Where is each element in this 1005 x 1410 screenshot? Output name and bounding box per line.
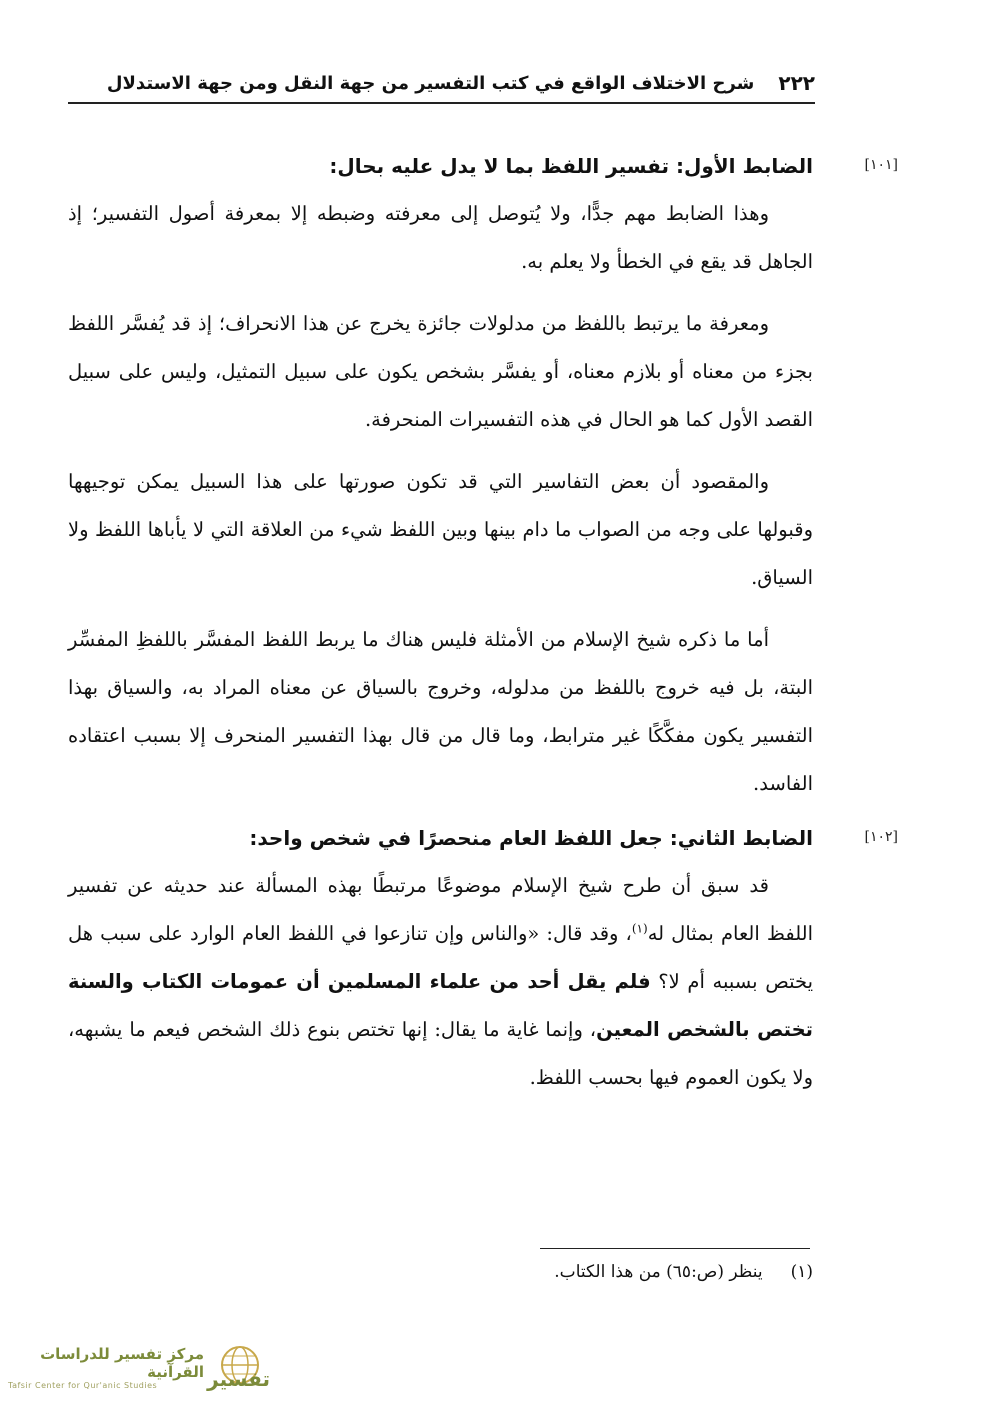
section-heading-1-text: الضابط الأول: تفسير اللفظ بما لا يدل عليه بحال: [329,154,813,178]
logo-english: Tafsir Center for Qur'anic Studies [8,1381,158,1390]
paragraph: والمقصود أن بعض التفاسير التي قد تكون صورتها على هذا السبيل يمكن توجيهها وقبولها على وجه من الصواب ما دام بينها وبين اللفظ شيء من العلاقة التي لا يأباها اللفظ ولا السياق. [68,470,813,589]
logo-arabic: مركز تفسير للدراسات القرآنية [40,1345,204,1381]
section-heading-2 [68,822,898,854]
paragraph-part: ، وإنما غاية ما يقال: إنها تختص بنوع ذلك الشخص فيعم ما يشبهه، ولا يكون العموم فيها بحسب اللفظ. [68,1018,813,1089]
bold-quote: فلم يقل أحد من علماء المسلمين أن عمومات الكتاب والسنة تختص بالشخص المعين [68,970,814,1041]
footnote-divider [540,1248,810,1249]
globe-icon [207,1343,270,1393]
paragraph-with-quote [68,862,813,1102]
section-heading-2-text: الضابط الثاني: جعل اللفظ العام منحصرًا في شخص واحد: [249,826,813,850]
paragraph: أما ما ذكره شيخ الإسلام من الأمثلة فليس هناك ما يربط اللفظ المفسَّر باللفظِ المفسِّر البتة، بل فيه خروج باللفظ من مدلوله، وخروج بالسياق عن معناه المراد به، والسياق بهذا التفسير يكون مفكَّكًا غير مترابط، وما قال من قال بهذا التفسير المنحرف إلا بسبب اعتقاده الفاسد. [68,628,813,795]
paragraph: ومعرفة ما يرتبط باللفظ من مدلولات جائزة يخرج عن هذا الانحراف؛ إذ قد يُفسَّر اللفظ بجزء من معناه أو بلازم معناه، أو يفسَّر بشخص يكون على سبيل التمثيل، وليس على سبيل القصد الأول كما هو الحال في هذه التفسيرات المنحرفة. [68,312,813,431]
logo-word: تفسير [207,1366,270,1391]
footnote [68,1262,813,1282]
logo-text [8,1345,204,1390]
publisher-logo [8,1340,270,1395]
section-marker-2: [١٠٢] [864,829,898,845]
section-marker-1: [١٠١] [864,157,898,173]
footnote-number: (١) [790,1262,813,1282]
paragraph-part: قد سبق أن طرح شيخ الإسلام موضوعًا مرتبطًا بهذه المسألة عند حديثه عن تفسير اللفظ العام بمثال له [68,874,814,945]
paragraph: وهذا الضابط مهم جدًّا، ولا يُتوصل إلى معرفته وضبطه إلا بمعرفة أصول التفسير؛ إذ الجاهل قد يقع في الخطأ ولا يعلم به. [68,202,813,273]
main-text [68,140,898,1116]
footnote-ref[interactable]: (١) [631,921,648,936]
page-number: ٢٢٢ [778,71,815,95]
section-heading-1 [68,150,898,182]
paragraph-part: ، وقد قال: «والناس وإن تنازعوا في اللفظ العام الوارد على سبب هل يختص بسببه أم لا؟ [68,922,814,993]
header-title: شرح الاختلاف الواقع في كتب التفسير من جهة النقل ومن جهة الاستدلال [106,72,755,94]
footnote-text: ينظر (ص:٦٥) من هذا الكتاب. [554,1262,763,1282]
running-header [68,64,815,104]
